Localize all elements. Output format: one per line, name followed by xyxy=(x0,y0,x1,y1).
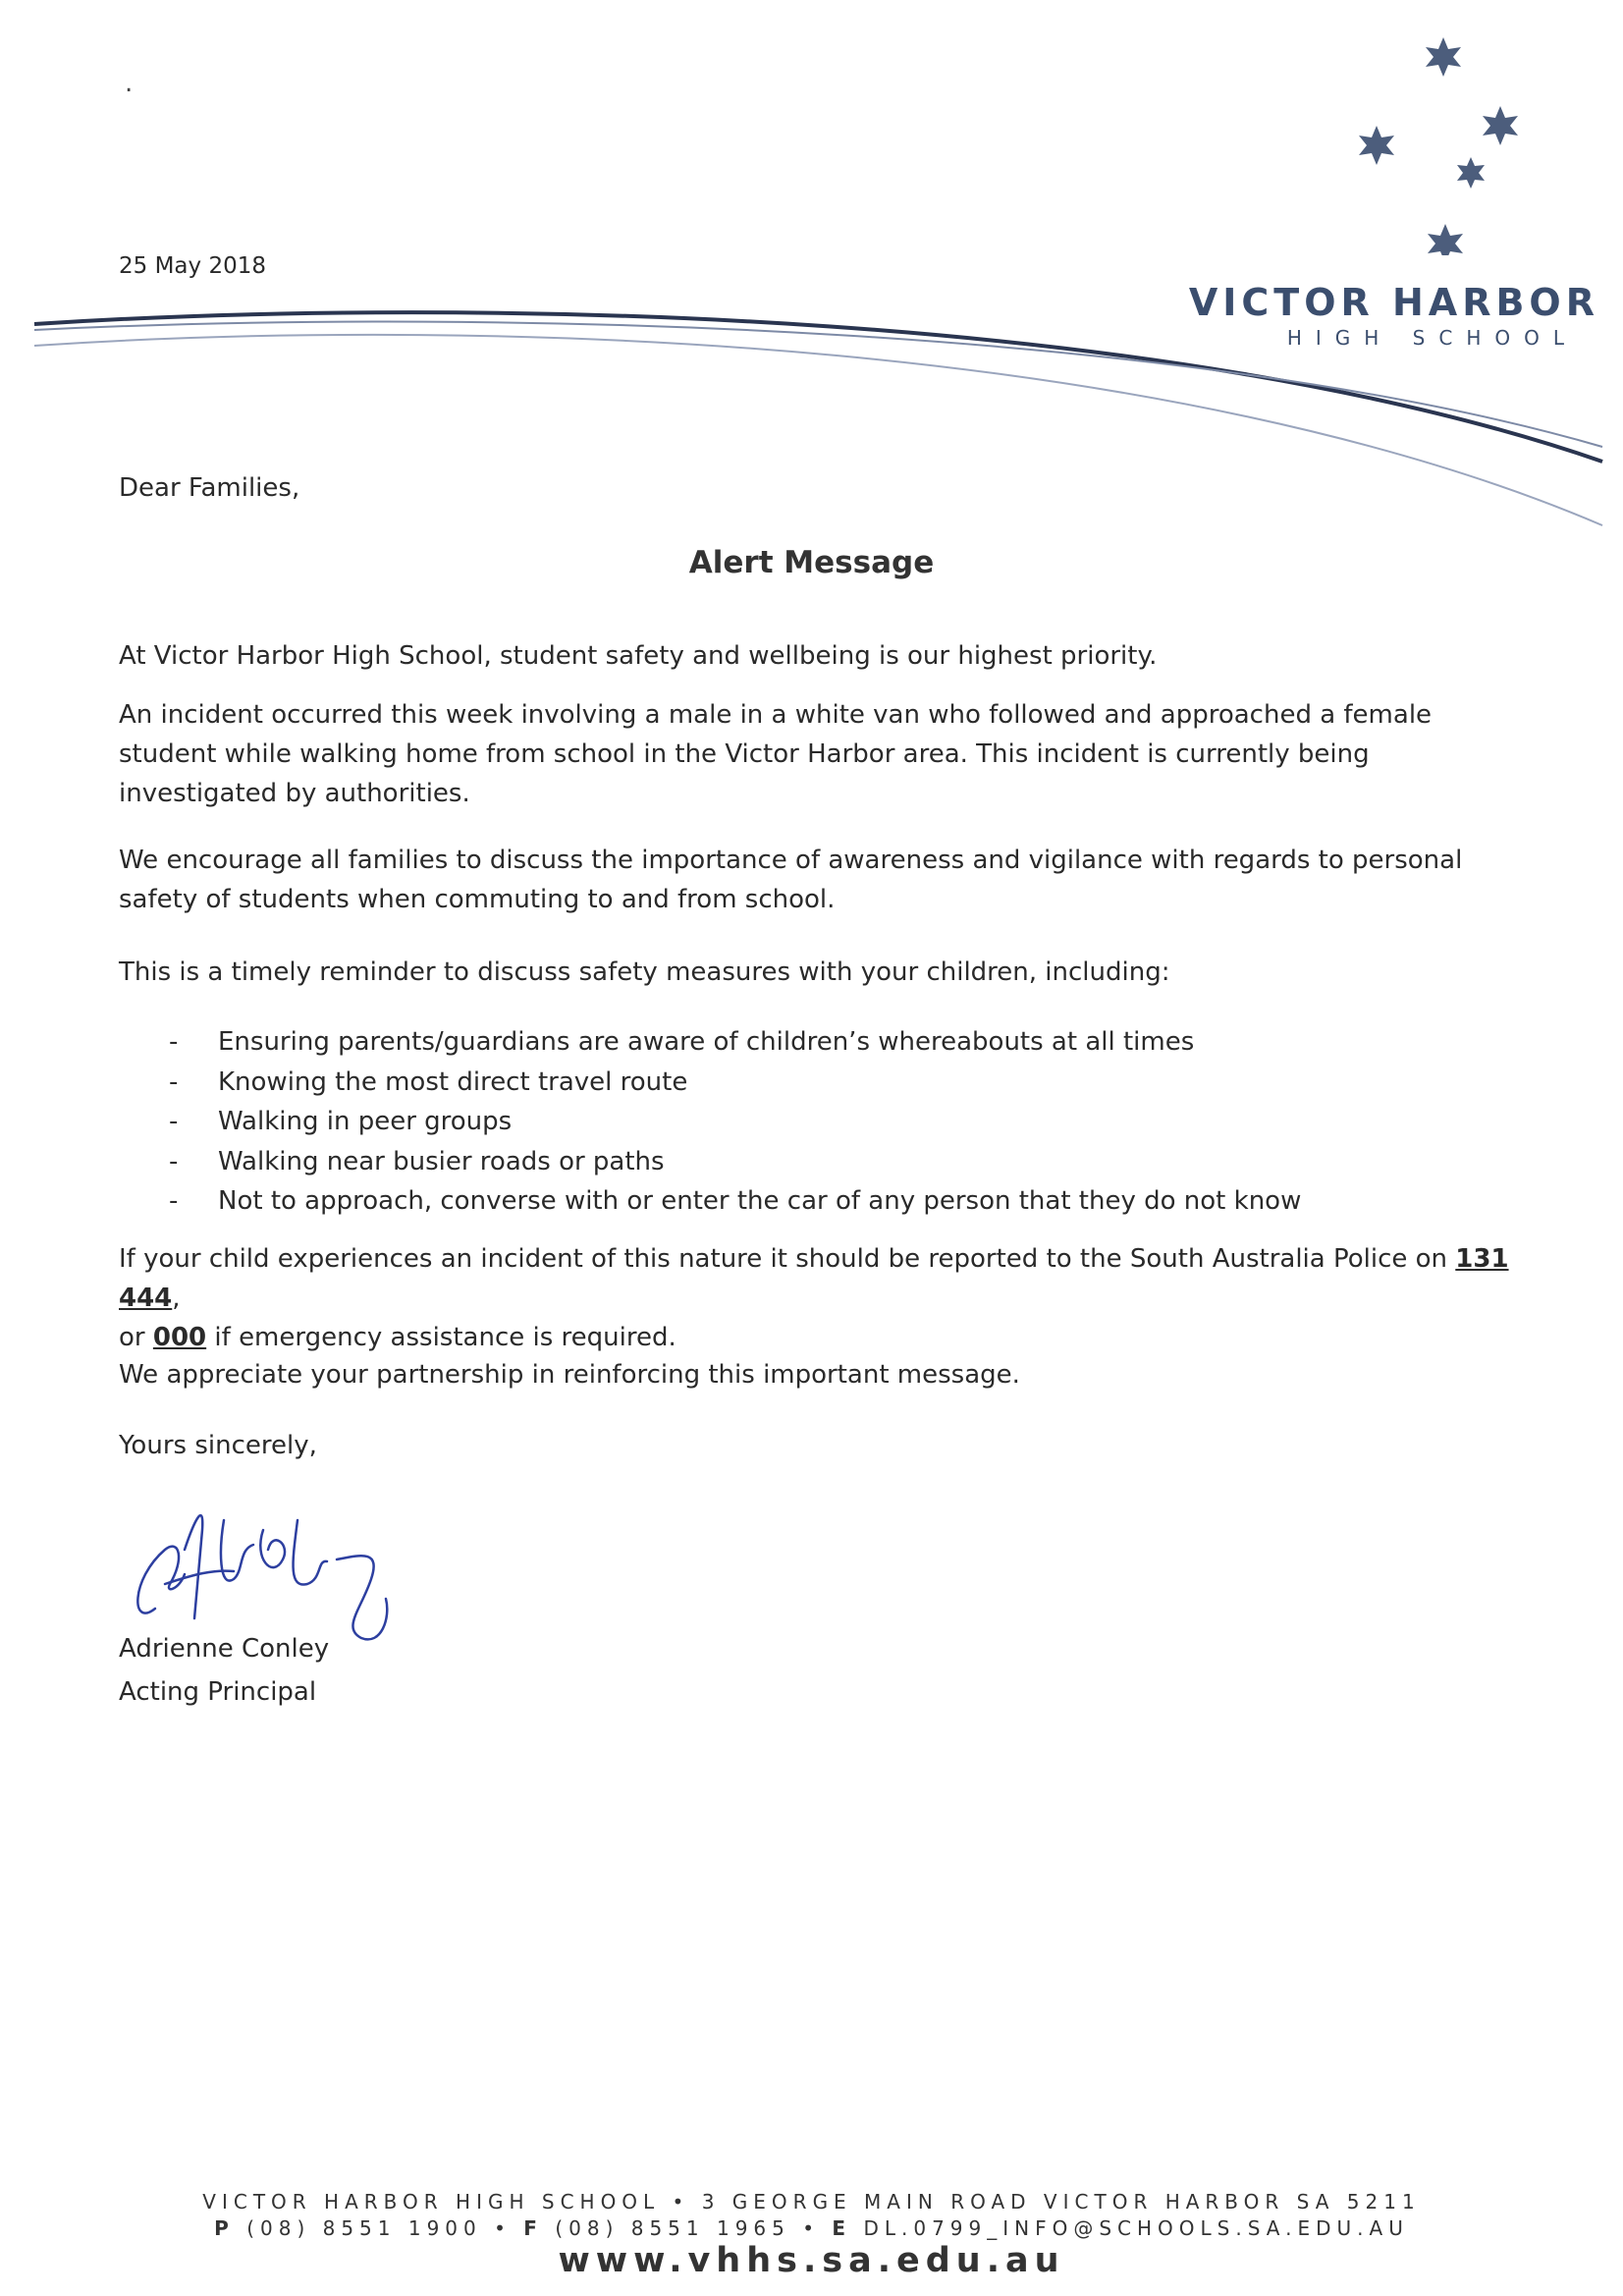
paragraph-encourage: We encourage all families to discuss the importance of awareness and vigilance with regards to personal safety of students when commuting to and from school. xyxy=(119,846,1463,914)
bullet-marker: - xyxy=(169,1027,179,1057)
list-item xyxy=(169,1181,1301,1222)
list-item-text: Walking near busier roads or paths xyxy=(218,1146,665,1176)
footer-website: www.vhhs.sa.edu.au xyxy=(558,2241,1065,2280)
phone-number: (08) 8551 1900 • xyxy=(246,2216,512,2240)
list-item-text: Not to approach, converse with or enter the car of any person that they do not know xyxy=(218,1186,1302,1216)
handwritten-signature xyxy=(126,1491,420,1658)
bullet-marker: - xyxy=(169,1107,179,1136)
report-tail: if emergency assistance is required. xyxy=(206,1323,676,1352)
list-item xyxy=(169,1102,1301,1142)
signer-name: Adrienne Conley xyxy=(119,1634,330,1664)
list-item-text: Ensuring parents/guardians are aware of children’s whereabouts at all times xyxy=(218,1027,1195,1057)
paragraph-priority: At Victor Harbor High School, student safety and wellbeing is our highest priority. xyxy=(119,641,1158,671)
list-item xyxy=(169,1142,1301,1182)
stray-mark: . xyxy=(125,69,134,98)
police-number: 131 444 xyxy=(119,1244,1509,1313)
paragraph-report xyxy=(119,1239,1533,1357)
list-item-text: Walking in peer groups xyxy=(218,1107,513,1136)
bullet-marker: - xyxy=(169,1146,179,1176)
report-comma: , xyxy=(172,1284,181,1313)
school-logo-name: VICTOR HARBOR xyxy=(1188,281,1599,324)
footer-contact xyxy=(0,2216,1623,2240)
safety-measures-list xyxy=(169,1022,1301,1222)
bullet-marker: - xyxy=(169,1186,179,1216)
paragraph-reminder: This is a timely reminder to discuss safety measures with your children, including: xyxy=(119,957,1170,987)
emergency-number: 000 xyxy=(152,1323,207,1352)
report-or: or xyxy=(119,1323,153,1352)
fax-label: F xyxy=(523,2216,543,2240)
list-item xyxy=(169,1022,1301,1063)
paragraph-incident: An incident occurred this week involving a male in a white van who followed and approached a female student while walking home from school in the Victor Harbor area. This incident is currently being investigated by authorities. xyxy=(119,700,1433,808)
salutation: Dear Families, xyxy=(119,473,300,503)
report-text: If your child experiences an incident of this nature it should be reported to the South Australia Police on xyxy=(119,1244,1456,1274)
footer-address: VICTOR HARBOR HIGH SCHOOL • 3 GEORGE MAIN ROAD VICTOR HARBOR SA 5211 xyxy=(202,2190,1421,2214)
southern-cross-stars-icon xyxy=(1335,20,1551,255)
email-address: DL.0799_INFO@SCHOOLS.SA.EDU.AU xyxy=(863,2216,1409,2240)
school-logo-subtitle: HIGH SCHOOL xyxy=(1286,326,1578,350)
list-item-text: Knowing the most direct travel route xyxy=(218,1066,688,1097)
email-label: E xyxy=(832,2216,852,2240)
signer-title: Acting Principal xyxy=(119,1677,317,1707)
list-item xyxy=(169,1063,1301,1103)
closing: Yours sincerely, xyxy=(119,1431,317,1460)
paragraph-appreciation: We appreciate your partnership in reinforcing this important message. xyxy=(119,1360,1020,1390)
bullet-marker: - xyxy=(169,1066,179,1097)
phone-label: P xyxy=(214,2216,235,2240)
fax-number: (08) 8551 1965 • xyxy=(555,2216,821,2240)
letter-date: 25 May 2018 xyxy=(119,253,266,279)
letter-title: Alert Message xyxy=(688,545,935,580)
